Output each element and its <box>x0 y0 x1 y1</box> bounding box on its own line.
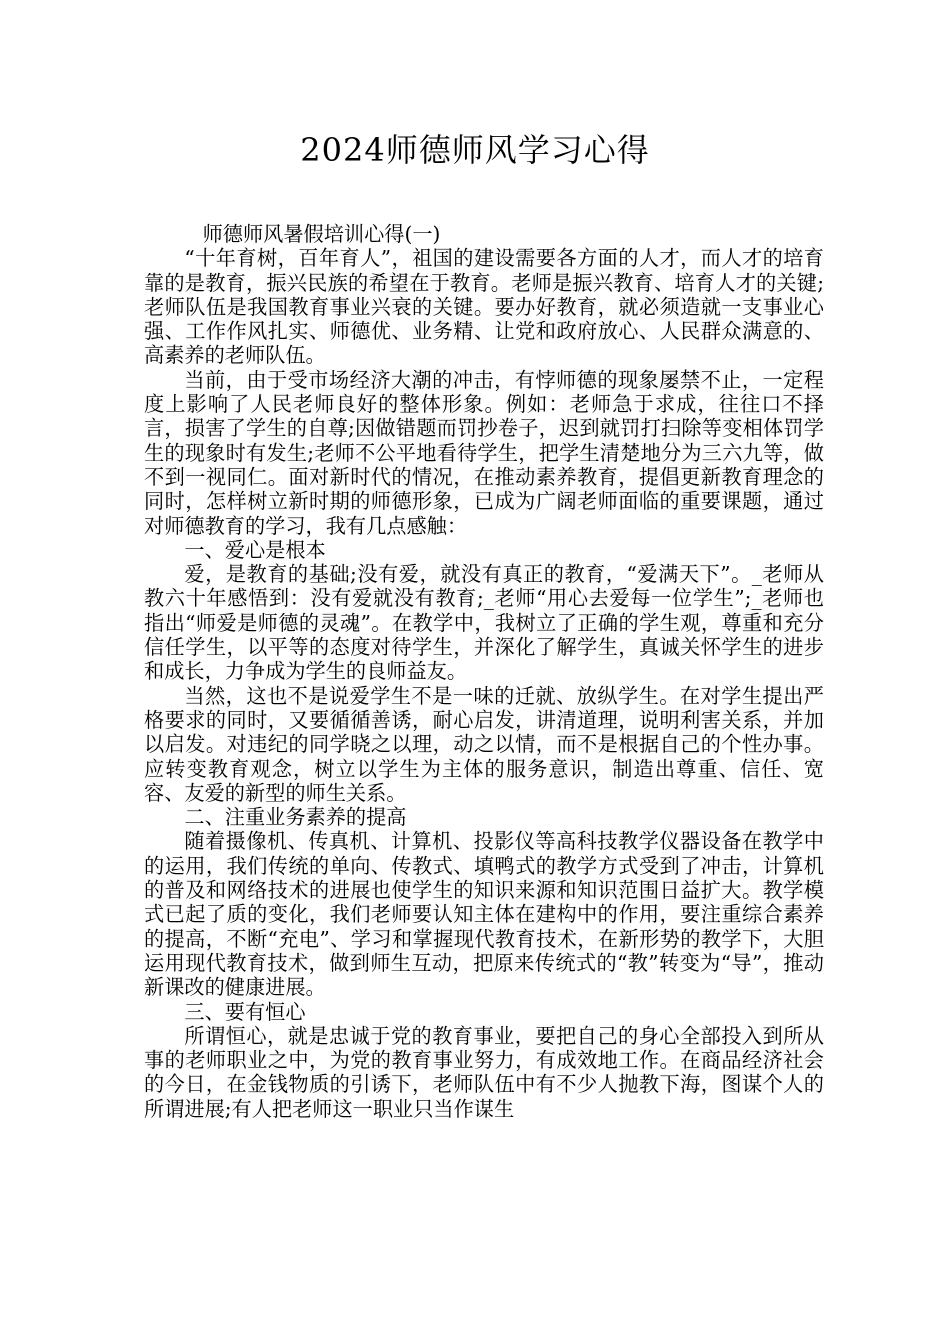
heading-professional-quality: 二、注重业务素养的提高 <box>184 805 407 830</box>
paragraph-intro: “十年育树，百年育人”，祖国的建设需要各方面的人才，而人才的培育靠的是教育，振兴民族的希望在于教育。老师是振兴教育、培育人才的关键;老师队伍是我国教育事业兴衰的关键。要办好教育，就必须造就一支事业心强、工作作风扎实、师德优、业务精、让党和政府放心、人民群众满意的、高素养的老师队伍。 <box>144 246 824 368</box>
document-body <box>144 222 824 1121</box>
heading-love: 一、爱心是根本 <box>184 537 326 562</box>
paragraph-strictness: 当然，这也不是说爱学生不是一味的迁就、放纵学生。在对学生提出严格要求的同时，又要循循善诱，耐心启发，讲清道理，说明利害关系，并加以启发。对违纪的同学晓之以理，动之以情，而不是根据自己的个性办事。应转变教育观念，树立以学生为主体的服务意识，制造出尊重、信任、宽容、友爱的新型的师生关系。 <box>144 683 824 805</box>
section-subtitle: 师德师风暑假培训心得(一) <box>202 222 441 246</box>
paragraph-love: 爱，是教育的基础;没有爱，就没有真正的教育，“爱满天下”。_老师从教六十年感悟到：没有爱就没有教育;_老师“用心去爱每一位学生”;_老师也指出“师爱是师德的灵魂”。在教学中，我树立了正确的学生观，尊重和充分信任学生，以平等的态度对待学生，并深化了解学生，真诚关怀学生的进步和成长，力争成为学生的良师益友。 <box>144 562 824 684</box>
document-title: 2024师德师风学习心得 <box>300 131 650 169</box>
paragraph-current-situation: 当前，由于受市场经济大潮的冲击，有悖师德的现象屡禁不止，一定程度上影响了人民老师良好的整体形象。例如：老师急于求成，往往口不择言，损害了学生的自尊;因做错题而罚抄卷子，迟到就罚打扫除等变相体罚学生的现象时有发生;老师不公平地看待学生，把学生清楚地分为三六九等，做不到一视同仁。面对新时代的情况，在推动素养教育，提倡更新教育理念的同时，怎样树立新时期的师德形象，已成为广阔老师面临的重要课题，通过对师德教育的学习，我有几点感触： <box>144 367 824 538</box>
heading-perseverance: 三、要有恒心 <box>184 999 306 1024</box>
paragraph-technology: 随着摄像机、传真机、计算机、投影仪等高科技教学仪器设备在教学中的运用，我们传统的单向、传教式、填鸭式的教学方式受到了冲击，计算机的普及和网络技术的进展也使学生的知识来源和知识范围日益扩大。教学模式已起了质的变化，我们老师要认知主体在建构中的作用，要注重综合素养的提高，不断“充电”、学习和掌握现代教育技术，在新形势的教学下，大胆运用现代教育技术，做到师生互动，把原来传统式的“教”转变为“导”，推动新课改的健康进展。 <box>144 829 824 1000</box>
paragraph-perseverance: 所谓恒心，就是忠诚于党的教育事业，要把自己的身心全部投入到所从事的老师职业之中，为党的教育事业努力，有成效地工作。在商品经济社会的今日，在金钱物质的引诱下，老师队伍中有不少人抛教下海，图谋个人的所谓进展;有人把老师这一职业只当作谋生 <box>144 1023 824 1121</box>
